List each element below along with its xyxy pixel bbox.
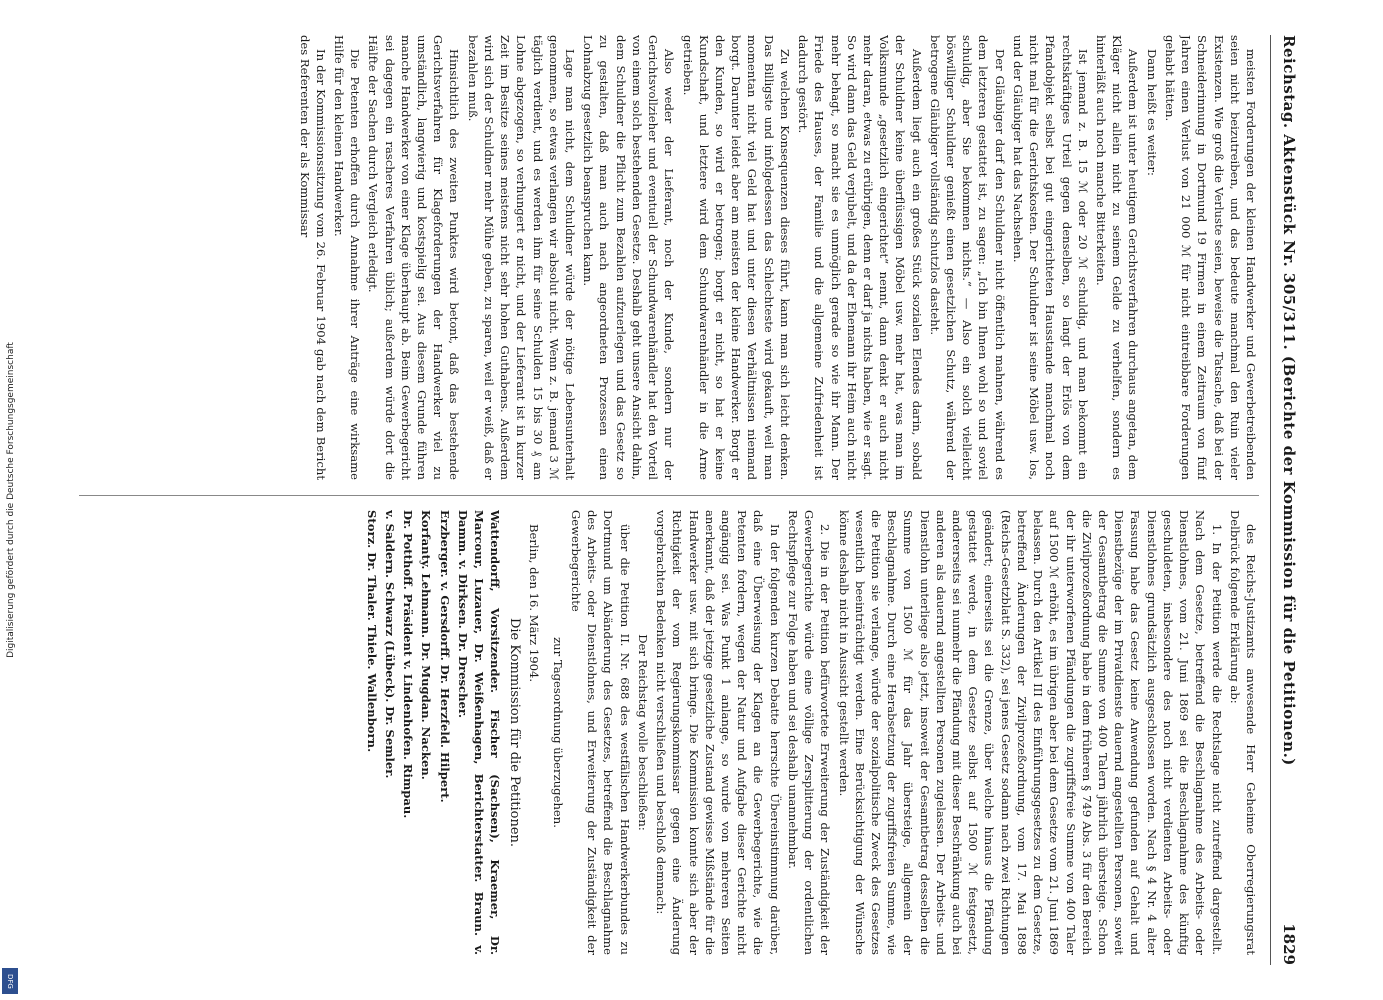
place-date: Berlin, den 16. März 1904. xyxy=(526,524,541,683)
paragraph: Dann heißt es weiter: xyxy=(1144,49,1159,176)
dfg-logo: DFG xyxy=(2,968,18,994)
column-divider xyxy=(79,495,1259,496)
paragraph: Der Gläubiger darf den Schuldner nicht öffentlich mahnen, während es dem letzteren gestattet ist, zu sagen: „Ich bin Ihnen wohl so und soviel schuldig, aber Sie bekommen nichts.“ — Also ein solch vielleicht böswilliger Schuldner genießt einen gesetzlichen Schutz, während der betrogene Gläubiger vollständig schutzlos dasteht. xyxy=(927,35,1007,480)
member-line: Erzberger. v. Gersdorff. Dr. Herzfeld. Hilpert. xyxy=(437,510,452,803)
member-line: v. Saldern. Schwarz (Lübeck). Dr. Semler. xyxy=(382,510,397,779)
digitization-note-text: Digitalisierung gefördert durch die Deutsche Forschungsgemeinschaft xyxy=(6,342,16,658)
digitization-note xyxy=(0,0,22,1000)
paragraph: Außerdem liegt auch ein großes Stück sozialen Elendes darin, sobald der Schuldner keine überflüssigen Möbel usw. mehr hat, was man im Volksmunde „gesetzlich eingerichtet“ nennt, dann denkt er auch nicht mehr daran, etwas zu erübrigen, denn er darf ja nichts haben, wie er sagt. So wird dann das Geld verjubelt, und da der Ehemann ihr Heim auch nicht mehr behagt, so macht sie es unmöglich gerade so wie ihr Mann. Der Friede des Hauses, der Familie und die allgemeine Zufriedenheit ist dadurch gestört. xyxy=(795,35,924,480)
page-number: 1829 xyxy=(1279,923,1298,965)
paragraph: des Reichs-Justizamts anwesende Herr Geheime Oberregierungsrat Delbrück folgende Erklärung ab: xyxy=(1227,510,1258,955)
header-title: Reichstag. Aktenstück Nr. 305/311. (Berichte der Kommission für die Petitionen.) xyxy=(1279,35,1298,766)
resolution-conclusion: zur Tagesordnung überzugehen. xyxy=(550,637,565,828)
paragraph: Außerdem ist unter heutigem Gerichtsverfahren durchaus angetan, dem Kläger nicht allein nicht zu seinem Gelde zu verhelfen, sondern es hinterläßt auch noch manche Bitterkeiten. xyxy=(1093,35,1140,480)
paragraph: In der folgenden kurzen Debatte herrschte Übereinstimmung darüber, daß eine Überweisung der Klagen an die Gewerbegerichte, wie die Petenten fordern, wegen der Natur und Aufgabe dieser Gerichte nicht angängig sei. Was Punkt 1 anlange, so wurde von mehreren Seiten anerkannt, daß der jetzige gesetzliche Zustand gewisse Mißstände für die Handwerker usw. mit sich bringe. Die Kommission konnte sich aber der Richtigkeit der vom Regierungskommissar gegen eine Änderung vorgebrachten Bedenken nicht verschließen und beschloß demnach: xyxy=(653,510,782,955)
right-column xyxy=(79,510,1259,955)
commission-title: Die Kommission für die Petitionen. xyxy=(506,617,522,848)
paragraph: Hinsichtlich des zweiten Punktes wird betont, daß das bestehende Gerichtsverfahren für Klageforderungen der Handwerker viel zu umständlich, langwierig und kostspielig sei. Aus diesem Grunde führen manche Handwerker von einer Klage überhaupt ab. Beim Gewerbegericht sei dagegen ein rascheres Verfahren üblich; außerdem würde dort die Hälfte der Sachen durch Vergleich erledigt. xyxy=(365,35,461,480)
left-column xyxy=(79,35,1259,480)
member-line: Storz. Dr. Thaler. Thiele. Wallenborn. xyxy=(364,510,379,753)
resolution-text: über die Petition II. Nr. 688 des westfälischen Handwerkerbundes zu Dortmund um Abänderung des Gesetzes, betreffend die Beschlagnahme des Arbeits- oder Dienstlohnes, und Erweiterung der Zuständigkeit der Gewerbegerichte xyxy=(568,510,632,955)
resolution-heading: Der Reichstag wolle beschließen: xyxy=(635,634,650,831)
paragraph: Zu welchen Konsequenzen dieses führt, kann man sich leicht denken. Das Billigste und infolgedessen das Schlechteste wird gekauft, weil man momentan nicht viel Geld hat und unter diesen Verhältnissen niemand borgt. Darunter leidet aber am meisten der kleine Handwerker. Borgt er den Kunden, so wird er betrogen; borgt er nicht, so hat er keine Kundschaft, und letztere wird dem Schundwarenhändler in die Arme getrieben. xyxy=(680,35,792,480)
page-header xyxy=(1270,35,1307,965)
paragraph: In der Kommissionssitzung vom 26. Februar 1904 gab nach dem Bericht des Referenten der als Kommissar xyxy=(297,35,328,480)
paragraph: Ist jemand z. B. 15 ℳ oder 20 ℳ schuldig, und man bekommt ein rechtskräftiges Urteil gegen denselben, so langt der Erlös von dem Pfandobjekt selbst bei gut eingerichteten Hausstande manchmal noch nicht mal für die Gerichtskosten. Der Schuldner ist seine Möbel usw. los, und der Gläubiger hat das Nachsehen. xyxy=(1010,35,1090,480)
paragraph: meisten Forderungen der kleinen Handwerker und Gewerbetreibenden seien nicht beizutreiben, und das bedeute manchmal den Ruin vieler Existenzen. Wie groß die Verluste seien, beweise die Tatsache, daß bei der Schneiderinnung in Dortmund 19 Firmen in einem Zeitraum von fünf Jahren einen Verlust von 21 000 ℳ für nicht eintreibbare Forderungen gehabt hätten. xyxy=(1162,35,1258,480)
paragraph: Lage man nicht, dem Schuldner würde der nötige Lebensunterhalt genommen, so etwas verlangen wir absolut nicht. Wenn z. B. jemand 3 ℳ täglich verdient, und es werden ihm für seine Schulden 15 bis 30 ₰ am Lohne abgezogen, so verhungert er nicht, und der Lieferant ist in kurzer Zeit im Besitze seines meistens nicht sehr hohen Guthabens. Außerdem wird sich der Schuldner mehr Mühe geben, zu sparen, weil er weiß, daß er bezahlen muß. xyxy=(465,35,577,480)
paragraph: 1. In der Petition werde die Rechtslage nicht zutreffend dargestellt. Nach dem Gesetze, betreffend die Beschlagnahme des Arbeits- oder Dienstlohnes, vom 21. Juni 1869 sei die Beschlagnahme des künftig geschuldeten, insbesondere des noch nicht verdienten Arbeits- oder Dienstlohnes grundsätzlich ausgeschlossen worden. Nach § 4 Nr. 4 alter Fassung habe das Gesetz keine Anwendung gefunden auf Gehalt und Dienstbezüge der im Privatdienste dauernd angestellten Personen, soweit der Gesamtbetrag die Summe von 400 Talern jährlich übersteige. Schon die Zivilprozeßordnung habe in dem früheren § 749 Abs. 3 für den Bereich der ihr unterworfenen Pfändungen die zugriffsfreie Summe von 400 Taler auf 1500 ℳ erhöht, es im übrigen aber bei dem Gesetze vom 21. Juni 1869 belassen. Durch den Artikel III des Einführungsgesetzes zu dem Gesetze, betreffend Änderungen der Zivilprozeßordnung, vom 17. Mai 1898 (Reichs-Gesetzblatt S. 332), sei jenes Gesetz sodann nach zwei Richtungen geändert; einerseits sei die Grenze, über welche hinaus die Pfändung gestattet werde, in dem Gesetze selbst auf 1500 ℳ festgesetzt, andererseits sei nunmehr die Pfändung mit dieser Beschränkung auch bei anderen als dauernd angestellten Personen zugelassen. Der Arbeits- und Dienstlohn unterliege also jetzt, insoweit der Gesamtbetrag desselben die Summe von 1500 ℳ für das Jahr übersteige, allgemein der Beschlagnahme. Durch eine Herabsetzung der zugriffsfreien Summe, wie die Petition sie verlange, würde der sozialpolitische Zweck des Gesetzes wesentlich beeinträchtigt werden. Eine Berücksichtigung der Wünsche könne deshalb nicht in Aussicht gestellt werden. xyxy=(836,510,1224,955)
member-line: Korfanty. Lehmann. Dr. Mugdan. Nacken. xyxy=(418,510,433,780)
paragraph: Also weder der Lieferant, noch der Kunde, sondern nur der Gerichtsvollzieher und eventuell der Schundwarenhändler hat den Vorteil von einem solch bestehenden Gesetze. Deshalb geht unsere Ansicht dahin, dem Schuldner die Pflicht zum Bezahlen aufzuerlegen und das Gesetz so zu gestalten, daß man auch nach angeordneten Prozessen einen Lohnabzug gesetzlich beanspruchen kann. xyxy=(580,35,676,480)
member-line: Wattendorff, Vorsitzender. Fischer (Sachsen), Kraemer, Dr. Marcour, Luzauer, Dr. Weißenhagen, Berichterstatter. Braun. v. Damm. v. Dirksen. Dr. Drescher. xyxy=(455,510,502,955)
paragraph: Die Petenten erhoffen durch Annahme ihrer Anträge eine wirksame Hilfe für den kleinen Handwerker. xyxy=(331,35,362,480)
paragraph: 2. Die in der Petition befürwortete Erweiterung der Zuständigkeit der Gewerbegerichte würde eine völlige Zersplitterung der ordentlichen Rechtspflege zur Folge haben und sei deshalb unannehmbar. xyxy=(785,510,832,955)
rotated-page-content xyxy=(77,35,1307,965)
commission-members xyxy=(363,510,503,955)
member-line: Dr. Potthoff. Präsident v. Lindenhofen. Rimpau. xyxy=(400,510,415,819)
